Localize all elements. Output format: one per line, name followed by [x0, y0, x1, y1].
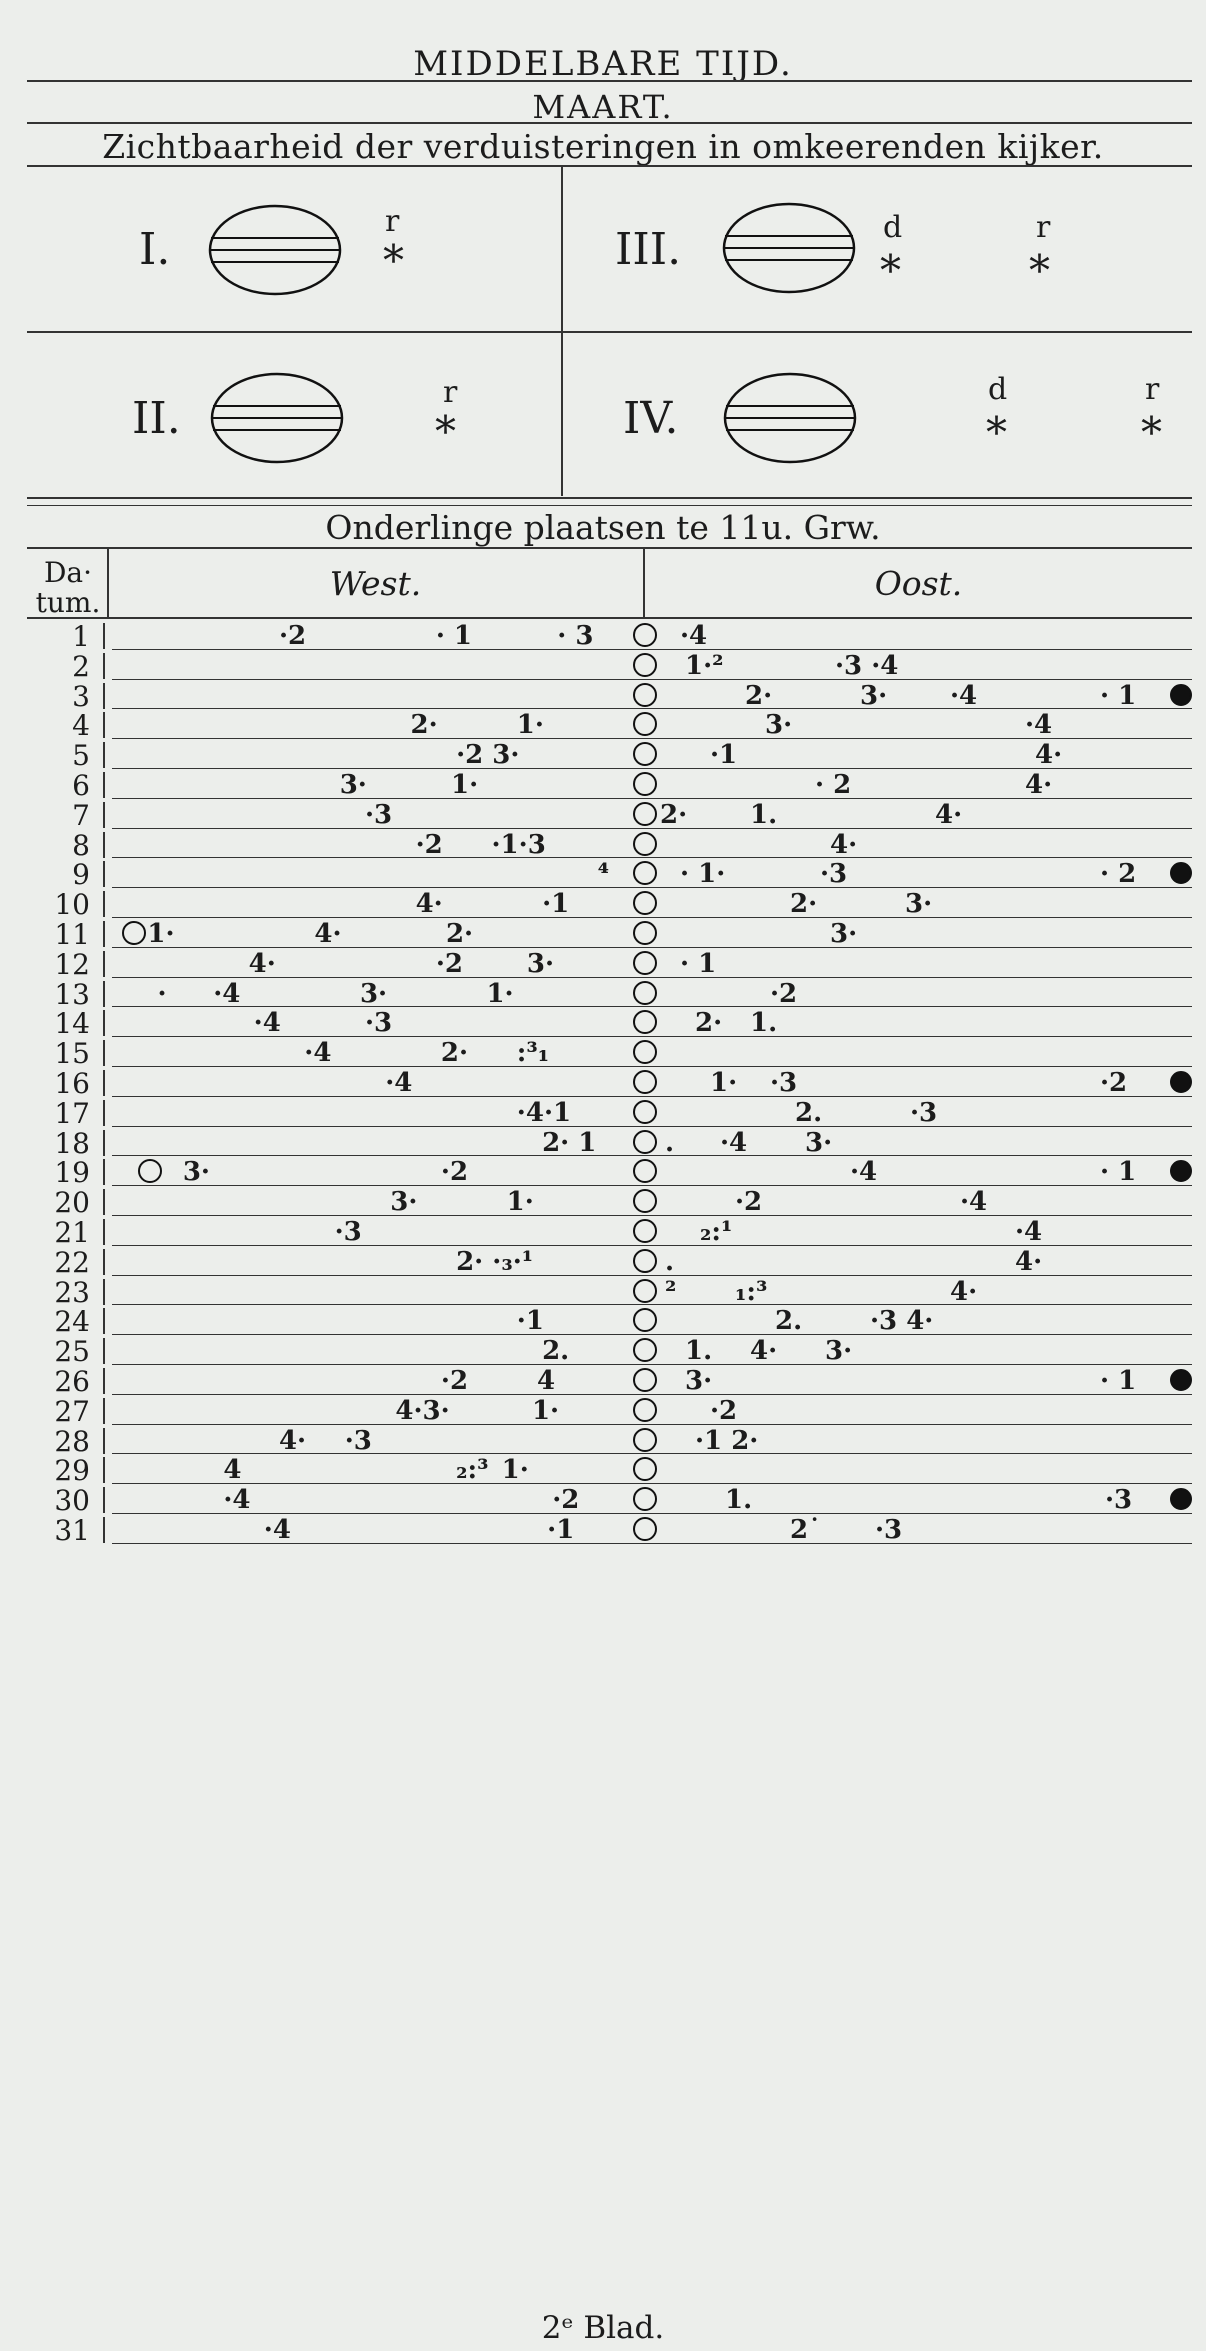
- satellite-marker: 1·: [451, 770, 479, 800]
- day-number: 8: [72, 828, 90, 862]
- row-tick: [103, 1130, 105, 1156]
- satellite-marker: ·2 3·: [456, 740, 520, 771]
- satellite-marker: ·2: [1100, 1068, 1128, 1098]
- satellite-marker: 1.: [725, 1485, 753, 1516]
- jupiter-disc-icon: [722, 202, 856, 294]
- row-baseline: [112, 1483, 1192, 1484]
- day-number: 11: [54, 918, 90, 951]
- satellite-marker: 2.: [795, 1097, 823, 1128]
- row-tick: [103, 1338, 105, 1364]
- row-tick: [103, 1100, 105, 1126]
- row-baseline: [112, 1364, 1192, 1365]
- day-number: 10: [54, 888, 90, 922]
- disappearance-label: d: [883, 210, 903, 245]
- satellite-marker: ·1: [710, 740, 738, 771]
- eclipse-star-icon: *: [383, 236, 404, 285]
- sheet-number: 2ᵉ Blad.: [541, 2310, 665, 2346]
- row-baseline: [112, 1126, 1192, 1127]
- satellite-marker: ·1: [547, 1515, 575, 1545]
- satellite-marker: 3·: [339, 770, 367, 800]
- satellite-marker: 2·: [790, 889, 818, 920]
- eclipse-star-icon: *: [986, 408, 1007, 457]
- visibility-subtitle: Zichtbaarheid der verduisteringen in omkeerenden kijker.: [102, 127, 1104, 166]
- satellite-marker: ·1 2·: [695, 1425, 759, 1456]
- satellite-marker: 2·: [745, 680, 773, 711]
- jupiter-disc-icon: [633, 742, 657, 766]
- jupiter-disc-icon: [633, 1070, 657, 1094]
- satellite-marker: 4·: [1015, 1246, 1043, 1277]
- jupiter-disc-icon: [633, 1040, 657, 1064]
- row-baseline: [112, 1424, 1192, 1425]
- jupiter-disc-icon: [633, 712, 657, 736]
- satellite-marker: · 3: [557, 621, 594, 651]
- row-tick: [103, 1398, 105, 1424]
- column-header-west: West.: [329, 564, 422, 603]
- satellite-marker: ·3: [365, 799, 393, 830]
- row-baseline: [112, 1185, 1192, 1186]
- satellite-marker: ·3: [875, 1515, 903, 1545]
- satellite-marker: ₂:³: [456, 1455, 489, 1486]
- row-baseline: [112, 947, 1192, 948]
- row-tick: [103, 1428, 105, 1454]
- satellite-marker: 2· 1: [542, 1127, 597, 1158]
- satellite-marker: · 2: [1100, 859, 1137, 890]
- reappearance-label: r: [443, 375, 458, 410]
- row-baseline: [112, 708, 1192, 709]
- satellite-marker: 3·: [359, 978, 388, 1009]
- jupiter-disc-icon: [633, 1517, 657, 1541]
- day-number: 31: [54, 1514, 90, 1547]
- row-baseline: [112, 1304, 1192, 1305]
- column-header-datum: Da· tum.: [35, 556, 101, 619]
- satellite-marker: ·: [157, 978, 167, 1009]
- satellite-marker: ·2: [435, 948, 463, 979]
- jupiter-disc-icon: [633, 623, 657, 647]
- satellite-marker: 4·: [314, 919, 342, 949]
- shadow-disc-icon: [1170, 1071, 1192, 1093]
- jupiter-disc-icon: [633, 861, 657, 885]
- satellite-marker: 4·: [1025, 770, 1053, 800]
- satellite-marker: :³₁: [516, 1038, 550, 1069]
- satellite-marker: 1.: [750, 799, 778, 830]
- shadow-disc-icon: [1170, 1160, 1192, 1182]
- jupiter-disc-icon: [633, 951, 657, 975]
- divider: [27, 165, 1192, 167]
- day-number: 16: [54, 1067, 90, 1100]
- row-tick: [103, 742, 105, 768]
- disappearance-label: d: [988, 372, 1008, 407]
- row-tick: [103, 891, 105, 917]
- day-number: 21: [54, 1216, 90, 1249]
- day-number: 4: [72, 709, 90, 743]
- satellite-marker: ·2: [770, 978, 798, 1009]
- satellite-marker: ·4: [680, 621, 708, 651]
- row-tick: [103, 1070, 105, 1096]
- row-tick: [103, 1010, 105, 1036]
- satellite-marker: .: [665, 1246, 675, 1277]
- satellite-marker: 4: [223, 1455, 242, 1486]
- satellite-marker: ·3: [910, 1097, 938, 1128]
- satellite-marker: ·4: [960, 1187, 988, 1218]
- row-tick: [103, 1249, 105, 1275]
- jupiter-disc-icon: [633, 921, 657, 945]
- satellite-marker: ·1·3: [491, 829, 546, 860]
- day-number: 2: [72, 649, 90, 683]
- satellite-marker: 4·: [750, 1336, 778, 1367]
- reappearance-label: r: [1145, 372, 1160, 407]
- satellite-marker: ·4: [223, 1485, 251, 1516]
- row-tick: [103, 832, 105, 858]
- day-number: 1: [72, 620, 90, 653]
- divider: [27, 80, 1192, 82]
- open-disc-icon: [122, 921, 146, 945]
- row-tick: [103, 861, 105, 887]
- shadow-disc-icon: [1170, 862, 1192, 884]
- jupiter-disc-icon: [633, 1398, 657, 1422]
- jupiter-disc-icon: [208, 204, 342, 296]
- day-number: 5: [72, 739, 90, 773]
- row-tick: [103, 1040, 105, 1066]
- satellite-marker: 4·: [415, 889, 443, 920]
- day-number: 18: [54, 1126, 90, 1160]
- satellite-marker: ·4: [850, 1157, 878, 1188]
- jupiter-disc-icon: [633, 1279, 657, 1303]
- day-number: 3: [72, 679, 90, 713]
- row-tick: [103, 712, 105, 738]
- satellite-marker: ·2: [278, 621, 307, 651]
- satellite-marker: 4·: [830, 829, 858, 860]
- satellite-marker: ·4: [253, 1008, 281, 1039]
- satellite-marker: 2˙: [790, 1515, 822, 1545]
- satellite-marker: 4·: [278, 1425, 307, 1456]
- row-tick: [103, 772, 105, 798]
- eclipse-star-icon: *: [1029, 246, 1050, 295]
- satellite-marker: ·4: [385, 1068, 413, 1098]
- day-number: 9: [72, 858, 90, 892]
- month-title: MAART.: [532, 88, 674, 126]
- satellite-marker: · 1: [1100, 1157, 1137, 1188]
- satellite-marker: ₂:¹: [700, 1217, 733, 1247]
- row-baseline: [112, 1453, 1192, 1454]
- day-number: 7: [72, 798, 90, 832]
- satellite-marker: ²: [665, 1276, 677, 1307]
- day-number: 17: [54, 1096, 90, 1130]
- satellite-marker: ·3: [1105, 1485, 1133, 1516]
- jupiter-disc-icon: [633, 1010, 657, 1034]
- jupiter-disc-icon: [633, 1457, 657, 1481]
- satellite-marker: 1·: [147, 919, 175, 949]
- satellite-marker: · 1: [1100, 680, 1137, 711]
- day-number: 26: [54, 1365, 90, 1398]
- shadow-disc-icon: [1170, 684, 1192, 706]
- satellite-marker: 1·: [501, 1455, 529, 1486]
- row-tick: [103, 1219, 105, 1245]
- row-baseline: [112, 857, 1192, 858]
- panel-numeral: I.: [139, 224, 171, 275]
- satellite-marker: ·2: [440, 1366, 469, 1396]
- satellite-marker: 3·: [685, 1366, 713, 1396]
- jupiter-disc-icon: [633, 1100, 657, 1124]
- row-tick: [103, 981, 105, 1007]
- row-baseline: [112, 679, 1192, 680]
- row-baseline: [112, 1334, 1192, 1335]
- satellite-marker: 4·: [1035, 740, 1063, 771]
- row-baseline: [112, 1215, 1192, 1216]
- divider: [27, 122, 1192, 124]
- day-number: 20: [54, 1186, 90, 1220]
- satellite-marker: ·4: [1015, 1217, 1043, 1247]
- row-tick: [103, 1308, 105, 1334]
- satellite-marker: ·2: [415, 829, 443, 860]
- panel-numeral: IV.: [623, 393, 679, 444]
- satellite-marker: 3·: [182, 1157, 210, 1188]
- satellite-marker: 1.: [750, 1008, 778, 1039]
- jupiter-disc-icon: [633, 1487, 657, 1511]
- satellite-marker: · 2: [815, 770, 852, 800]
- satellite-marker: 1.: [685, 1336, 713, 1367]
- satellite-marker: 3·: [390, 1187, 418, 1218]
- day-number: 19: [54, 1156, 90, 1190]
- satellite-marker: 2.: [542, 1336, 570, 1367]
- jupiter-disc-icon: [633, 1428, 657, 1452]
- row-tick: [103, 683, 105, 709]
- satellite-marker: ·2: [710, 1395, 738, 1426]
- eclipse-star-icon: *: [1141, 408, 1162, 457]
- row-baseline: [112, 1394, 1192, 1395]
- open-disc-icon: [138, 1159, 162, 1183]
- satellite-marker: 2·: [440, 1038, 469, 1069]
- satellite-marker: 3·: [805, 1127, 833, 1158]
- column-header-oost: Oost.: [874, 564, 963, 603]
- divider: [27, 505, 1192, 506]
- satellite-marker: 3·: [830, 919, 858, 949]
- divider: [27, 617, 1192, 619]
- satellite-marker: · 1: [1100, 1366, 1137, 1396]
- jupiter-disc-icon: [633, 891, 657, 915]
- day-number: 15: [54, 1037, 90, 1071]
- satellite-marker: 2·: [410, 710, 438, 741]
- eclipse-star-icon: *: [435, 407, 456, 456]
- reappearance-label: r: [1036, 210, 1051, 245]
- page-title: MIDDELBARE TIJD.: [413, 44, 793, 84]
- satellite-marker: 1·: [506, 1187, 534, 1218]
- day-number: 28: [54, 1424, 90, 1458]
- jupiter-disc-icon: [633, 683, 657, 707]
- satellite-marker: 1·: [516, 710, 544, 741]
- jupiter-disc-icon: [633, 802, 657, 826]
- satellite-marker: ·4·1: [516, 1097, 572, 1128]
- row-tick: [103, 1517, 105, 1543]
- row-baseline: [112, 768, 1192, 769]
- satellite-marker: 1·: [486, 978, 514, 1009]
- satellite-marker: 3·: [526, 948, 555, 979]
- satellite-marker: ·4: [263, 1515, 291, 1545]
- satellite-marker: ·3: [334, 1217, 362, 1247]
- jupiter-disc-icon: [633, 1189, 657, 1213]
- jupiter-disc-icon: [633, 1368, 657, 1392]
- satellite-marker: ·3: [365, 1008, 393, 1039]
- jupiter-disc-icon: [633, 1249, 657, 1273]
- row-tick: [103, 1368, 105, 1394]
- row-tick: [103, 1189, 105, 1215]
- shadow-disc-icon: [1170, 1488, 1192, 1510]
- row-baseline: [112, 828, 1192, 829]
- day-number: 25: [54, 1335, 90, 1369]
- satellite-marker: ·1: [516, 1306, 544, 1337]
- satellite-marker: 2·: [660, 799, 688, 830]
- row-baseline: [112, 649, 1192, 650]
- jupiter-disc-icon: [723, 372, 857, 464]
- row-tick: [103, 1487, 105, 1513]
- satellite-marker: ·1: [542, 889, 570, 920]
- shadow-disc-icon: [1170, 1369, 1192, 1391]
- satellite-marker: ·2: [552, 1485, 580, 1516]
- row-baseline: [112, 1155, 1192, 1156]
- satellite-marker: ·3 4·: [870, 1306, 934, 1337]
- satellite-marker: 3·: [825, 1336, 853, 1367]
- satellite-marker: ·3: [344, 1425, 372, 1456]
- reappearance-label: r: [385, 204, 400, 239]
- satellite-marker: ·4: [720, 1127, 748, 1158]
- jupiter-disc-icon: [633, 653, 657, 677]
- jupiter-disc-icon: [633, 832, 657, 856]
- satellite-marker: ·3: [770, 1068, 798, 1098]
- satellite-marker: · 1·: [680, 859, 726, 890]
- satellite-marker: · 1: [435, 621, 473, 651]
- row-tick: [103, 921, 105, 947]
- row-baseline: [112, 887, 1192, 888]
- satellite-marker: ·2: [440, 1157, 469, 1188]
- jupiter-disc-icon: [633, 1308, 657, 1332]
- satellite-marker: 4·: [950, 1276, 978, 1307]
- satellite-marker: 4: [537, 1366, 556, 1396]
- day-number: 12: [54, 947, 90, 981]
- satellite-marker: 4·: [935, 799, 963, 830]
- satellite-marker: 1·²: [685, 650, 724, 681]
- satellite-marker: ·2: [735, 1187, 763, 1218]
- satellite-marker: 2.: [775, 1306, 803, 1337]
- jupiter-disc-icon: [633, 1130, 657, 1154]
- satellite-marker: 3·: [765, 710, 793, 741]
- satellite-marker: 3·: [905, 889, 933, 920]
- satellite-marker: 1·: [531, 1395, 560, 1426]
- satellite-marker: ·3 ·4: [835, 650, 899, 681]
- satellite-marker: · 1: [680, 948, 717, 979]
- day-number: 13: [54, 977, 90, 1011]
- day-number: 27: [54, 1394, 90, 1428]
- jupiter-disc-icon: [633, 1159, 657, 1183]
- satellite-marker: 2·: [695, 1008, 723, 1039]
- satellite-marker: ·4: [950, 680, 978, 711]
- satellite-marker: 3·: [860, 680, 888, 711]
- panel-numeral: II.: [132, 393, 181, 444]
- positions-title: Onderlinge plaatsen te 11u. Grw.: [325, 508, 881, 547]
- row-baseline: [112, 1513, 1192, 1514]
- panel-horizontal-divider: [27, 331, 1192, 333]
- satellite-marker: 1·: [710, 1068, 738, 1098]
- satellite-marker: 4·3·: [395, 1395, 450, 1426]
- day-number: 22: [54, 1245, 90, 1279]
- day-number: 23: [54, 1275, 90, 1309]
- satellite-marker: ₁:³: [735, 1276, 768, 1307]
- row-tick: [103, 1279, 105, 1305]
- day-number: 30: [54, 1484, 90, 1518]
- row-tick: [103, 951, 105, 977]
- row-baseline: [112, 917, 1192, 918]
- jupiter-disc-icon: [633, 1219, 657, 1243]
- satellite-marker: ·4: [1025, 710, 1053, 741]
- row-baseline: [112, 1006, 1192, 1007]
- row-tick: [103, 623, 105, 649]
- divider: [27, 547, 1192, 549]
- satellite-marker: 2·: [445, 919, 474, 949]
- jupiter-disc-icon: [633, 772, 657, 796]
- row-tick: [103, 653, 105, 679]
- day-number: 14: [54, 1007, 90, 1041]
- satellite-marker: 4·: [248, 948, 276, 979]
- row-baseline: [112, 1066, 1192, 1067]
- satellite-marker: ·3: [820, 859, 848, 890]
- row-baseline: [112, 1096, 1192, 1097]
- day-number: 29: [54, 1454, 90, 1488]
- jupiter-disc-icon: [633, 1338, 657, 1362]
- row-tick: [103, 1159, 105, 1185]
- day-number: 6: [72, 769, 90, 802]
- jupiter-disc-icon: [633, 981, 657, 1005]
- satellite-marker: ·4: [304, 1038, 332, 1069]
- jupiter-disc-icon: [210, 372, 344, 464]
- row-tick: [103, 1457, 105, 1483]
- satellite-marker: .: [665, 1127, 675, 1158]
- day-number: 24: [54, 1305, 90, 1339]
- panel-numeral: III.: [615, 224, 682, 275]
- divider: [27, 497, 1192, 499]
- eclipse-star-icon: *: [880, 246, 901, 295]
- satellite-marker: ⁴: [597, 859, 610, 890]
- satellite-marker: 2· ·₃·¹: [456, 1246, 534, 1277]
- satellite-marker: ·4: [213, 978, 241, 1009]
- row-tick: [103, 802, 105, 828]
